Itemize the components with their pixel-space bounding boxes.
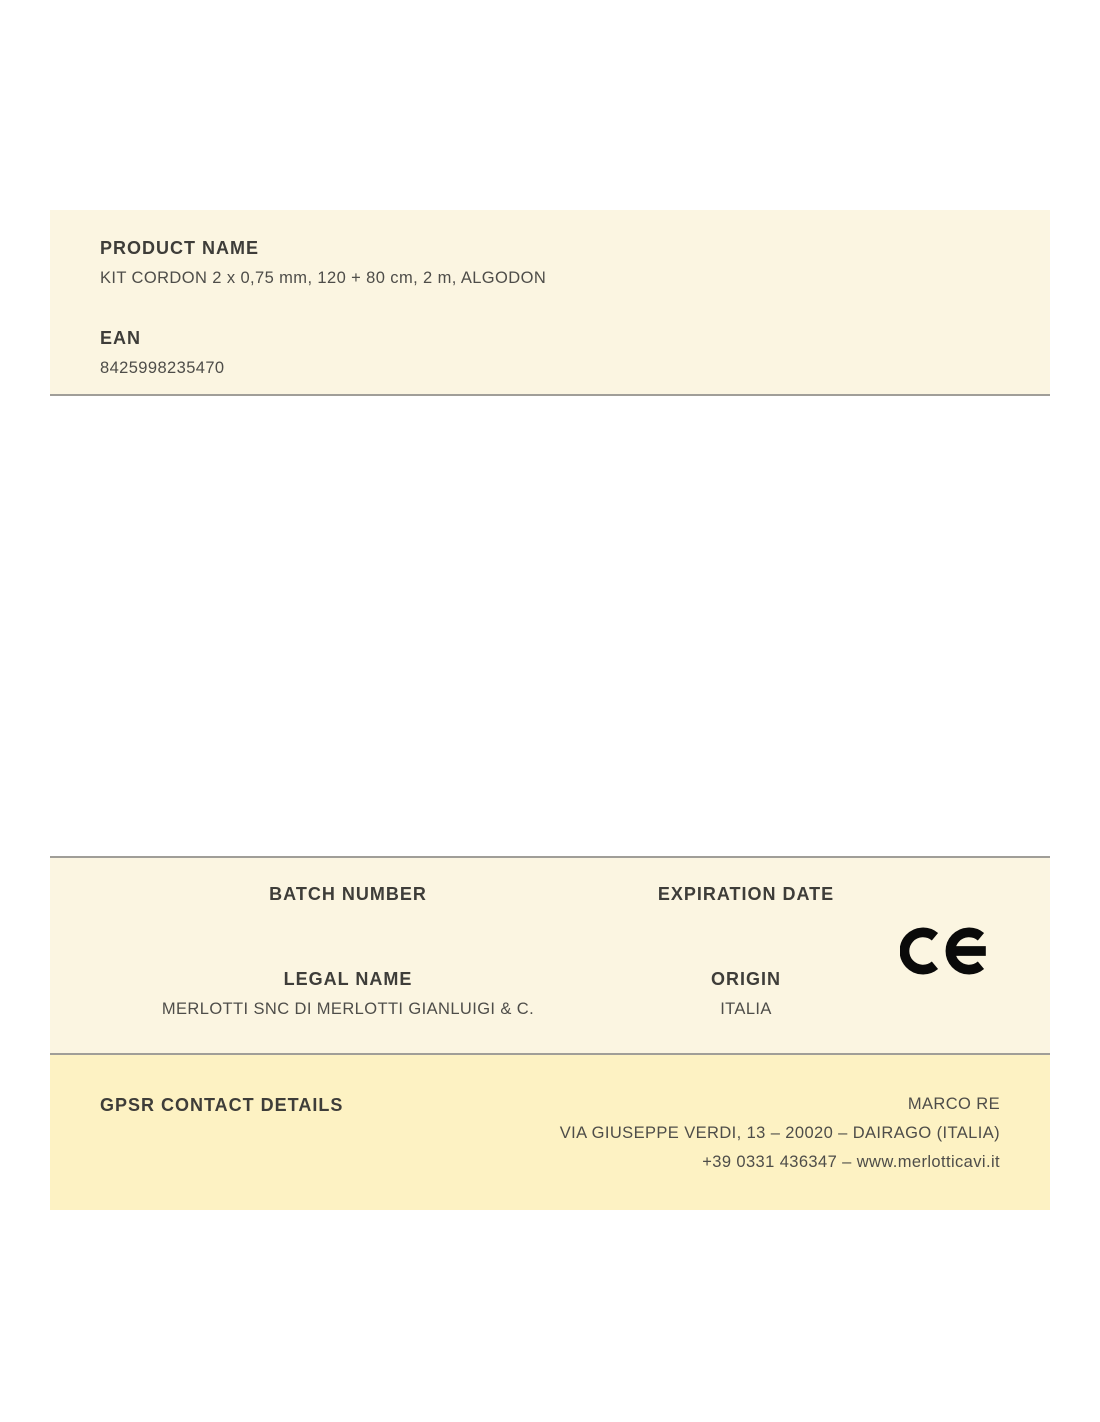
expiration-date-label: EXPIRATION DATE bbox=[657, 884, 835, 904]
product-name-value: KIT CORDON 2 x 0,75 mm, 120 + 80 cm, 2 m, ALGODON bbox=[100, 269, 547, 287]
product-name-label: PRODUCT NAME bbox=[100, 238, 259, 258]
gpsr-contact-section bbox=[50, 1055, 1050, 1210]
ce-mark-icon bbox=[900, 922, 992, 980]
gpsr-contact-address: VIA GIUSEPPE VERDI, 13 – 20020 – DAIRAGO (ITALIA) bbox=[559, 1124, 1000, 1142]
product-info-section bbox=[50, 210, 1050, 396]
origin-value: ITALIA bbox=[720, 1000, 772, 1018]
legal-name-label: LEGAL NAME bbox=[283, 969, 413, 989]
legal-name-value: MERLOTTI SNC DI MERLOTTI GIANLUIGI & C. bbox=[161, 1000, 535, 1018]
batch-info-section bbox=[50, 856, 1050, 1055]
ean-label: EAN bbox=[100, 328, 142, 348]
gpsr-contact-block bbox=[560, 1090, 1000, 1177]
gpsr-contact-phone-web: +39 0331 436347 – www.merlotticavi.it bbox=[702, 1153, 1000, 1171]
gpsr-contact-name: MARCO RE bbox=[907, 1095, 1000, 1113]
batch-number-label: BATCH NUMBER bbox=[269, 884, 427, 904]
gpsr-contact-label: GPSR CONTACT DETAILS bbox=[100, 1095, 344, 1115]
ean-value: 8425998235470 bbox=[100, 359, 225, 377]
origin-label: ORIGIN bbox=[710, 969, 781, 989]
